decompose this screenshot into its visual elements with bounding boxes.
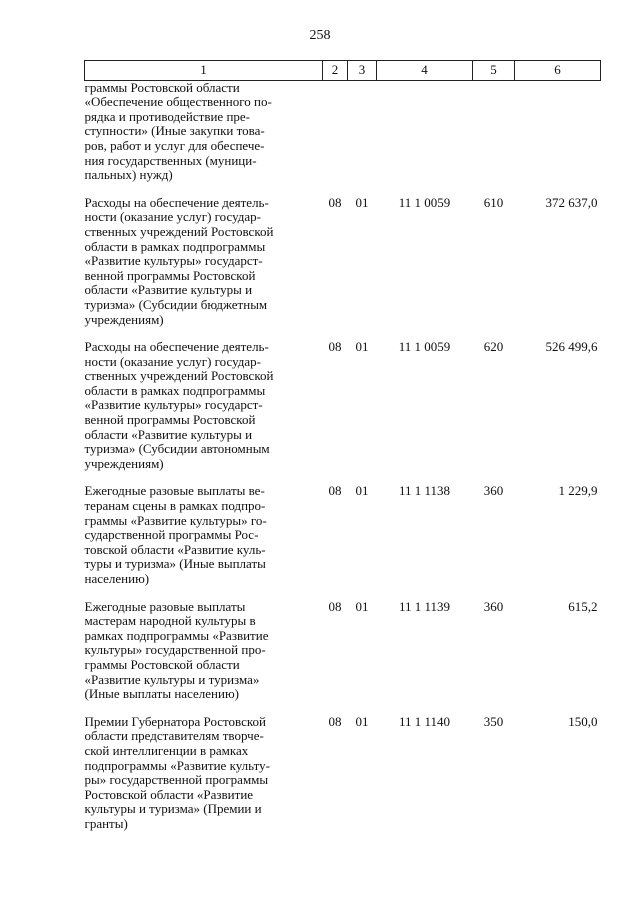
header-cell-1: 1 xyxy=(85,61,323,81)
target-article-code: 11 1 1138 xyxy=(398,483,451,499)
table-row xyxy=(85,185,601,329)
description-line: ры» государственной программы xyxy=(84,772,269,788)
table-row xyxy=(85,589,601,704)
description-line: туры и туризма» (Иные выплаты xyxy=(84,556,266,572)
description-line: «Обеспечение общественного по- xyxy=(84,94,272,110)
description-line: граммы «Развитие культуры» го- xyxy=(84,512,267,528)
description-line: ния государственных (муници- xyxy=(84,152,257,168)
row-description xyxy=(85,473,323,588)
header-cell-5: 5 xyxy=(473,61,515,81)
table-row xyxy=(85,329,601,473)
description-line: области в рамках подпрограммы xyxy=(84,238,266,254)
table-row xyxy=(85,80,601,185)
subsection-code: 01 xyxy=(355,713,369,729)
table-row xyxy=(85,704,601,834)
target-article-code xyxy=(377,80,473,185)
description-line: культуры и туризма» (Премии и xyxy=(84,801,262,817)
description-line: культуры» государственной про- xyxy=(84,642,266,658)
description-line: учреждениям) xyxy=(84,311,164,327)
expense-type-code: 360 xyxy=(483,483,504,499)
description-line: области «Развитие культуры и xyxy=(84,426,253,442)
description-line: ности (оказание услуг) государ- xyxy=(84,209,261,225)
description-line: ской интеллигенции в рамках xyxy=(84,742,249,758)
description-line: населению) xyxy=(84,571,150,586)
subsection-code: 01 xyxy=(355,598,369,614)
description-line: «Развитие культуры и туризма» xyxy=(84,671,260,687)
description-line: сударственной программы Рос- xyxy=(84,527,259,543)
expense-type-code: 350 xyxy=(483,713,504,729)
description-line: области «Развитие культуры и xyxy=(84,282,253,298)
description-line: учреждениям) xyxy=(84,455,164,471)
section-code: 08 xyxy=(328,598,342,614)
subsection-code: 01 xyxy=(355,339,369,355)
section-code: 08 xyxy=(328,194,342,210)
row-description xyxy=(85,80,323,185)
description-line: ров, работ и услуг для обеспече- xyxy=(84,137,265,153)
description-line: граммы Ростовской области xyxy=(84,656,240,672)
description-line: ступности» (Иные закупки това- xyxy=(84,123,265,139)
description-line: подпрограммы «Развитие культу- xyxy=(84,757,270,773)
description-line: Ростовской области «Развитие xyxy=(84,786,254,802)
row-description xyxy=(85,704,323,834)
row-description xyxy=(85,185,323,329)
expense-type-code: 610 xyxy=(483,194,504,210)
target-article-code: 11 1 0059 xyxy=(398,339,451,355)
description-line: туризма» (Субсидии бюджетным xyxy=(84,296,268,312)
description-line: (Иные выплаты населению) xyxy=(84,686,239,702)
row-description xyxy=(85,329,323,473)
row-description xyxy=(85,589,323,704)
description-line: Расходы на обеспечение деятель- xyxy=(84,339,269,355)
expense-type-code: 620 xyxy=(483,339,504,355)
description-line: рамках подпрограммы «Развитие xyxy=(84,627,269,643)
header-cell-2: 2 xyxy=(323,61,348,81)
description-line: Расходы на обеспечение деятель- xyxy=(84,194,269,210)
description-line: Премии Губернатора Ростовской xyxy=(84,713,266,729)
description-line: «Развитие культуры» государст- xyxy=(84,253,263,269)
subsection-code: 01 xyxy=(355,483,369,499)
section-code: 08 xyxy=(328,483,342,499)
description-line: «Развитие культуры» государст- xyxy=(84,397,263,413)
expense-type-code: 360 xyxy=(483,598,504,614)
description-line: теранам сцены в рамках подпро- xyxy=(84,498,266,514)
description-line: пальных) нужд) xyxy=(84,167,173,183)
section-code: 08 xyxy=(328,713,342,729)
description-line: гранты) xyxy=(84,815,128,831)
subsection-code: 01 xyxy=(355,194,369,210)
amount xyxy=(515,80,601,185)
table-row xyxy=(85,473,601,588)
description-line: товской области «Развитие куль- xyxy=(84,541,266,557)
subsection-code xyxy=(348,80,377,185)
section-code: 08 xyxy=(328,339,342,355)
description-line: венной программы Ростовской xyxy=(84,412,256,428)
target-article-code: 11 1 0059 xyxy=(398,194,451,210)
description-line: ственных учреждений Ростовской xyxy=(84,368,274,384)
header-cell-4: 4 xyxy=(377,61,473,81)
description-line: граммы Ростовской области xyxy=(84,79,240,95)
amount: 150,0 xyxy=(568,713,598,729)
description-line: Ежегодные разовые выплаты ве- xyxy=(84,483,265,499)
description-line: ственных учреждений Ростовской xyxy=(84,223,274,239)
expense-type-code xyxy=(473,80,515,185)
description-line: венной программы Ростовской xyxy=(84,267,256,283)
description-line: области представителям творче- xyxy=(84,728,264,744)
header-row xyxy=(85,61,601,81)
description-line: области в рамках подпрограммы xyxy=(84,382,266,398)
description-line: мастерам народной культуры в xyxy=(84,613,256,629)
header-cell-3: 3 xyxy=(348,61,377,81)
header-cell-6: 6 xyxy=(515,61,601,81)
page-number: 258 xyxy=(309,28,331,43)
amount: 615,2 xyxy=(568,598,598,614)
budget-table xyxy=(84,60,601,834)
table-body xyxy=(85,80,601,833)
description-line: рядка и противодействие пре- xyxy=(84,108,251,124)
target-article-code: 11 1 1139 xyxy=(398,598,451,614)
section-code xyxy=(323,80,348,185)
description-line: Ежегодные разовые выплаты xyxy=(84,598,246,614)
amount: 1 229,9 xyxy=(558,483,598,499)
description-line: ности (оказание услуг) государ- xyxy=(84,353,261,369)
description-line: туризма» (Субсидии автономным xyxy=(84,441,270,457)
target-article-code: 11 1 1140 xyxy=(398,713,451,729)
amount: 372 637,0 xyxy=(545,194,598,210)
amount: 526 499,6 xyxy=(545,339,598,355)
